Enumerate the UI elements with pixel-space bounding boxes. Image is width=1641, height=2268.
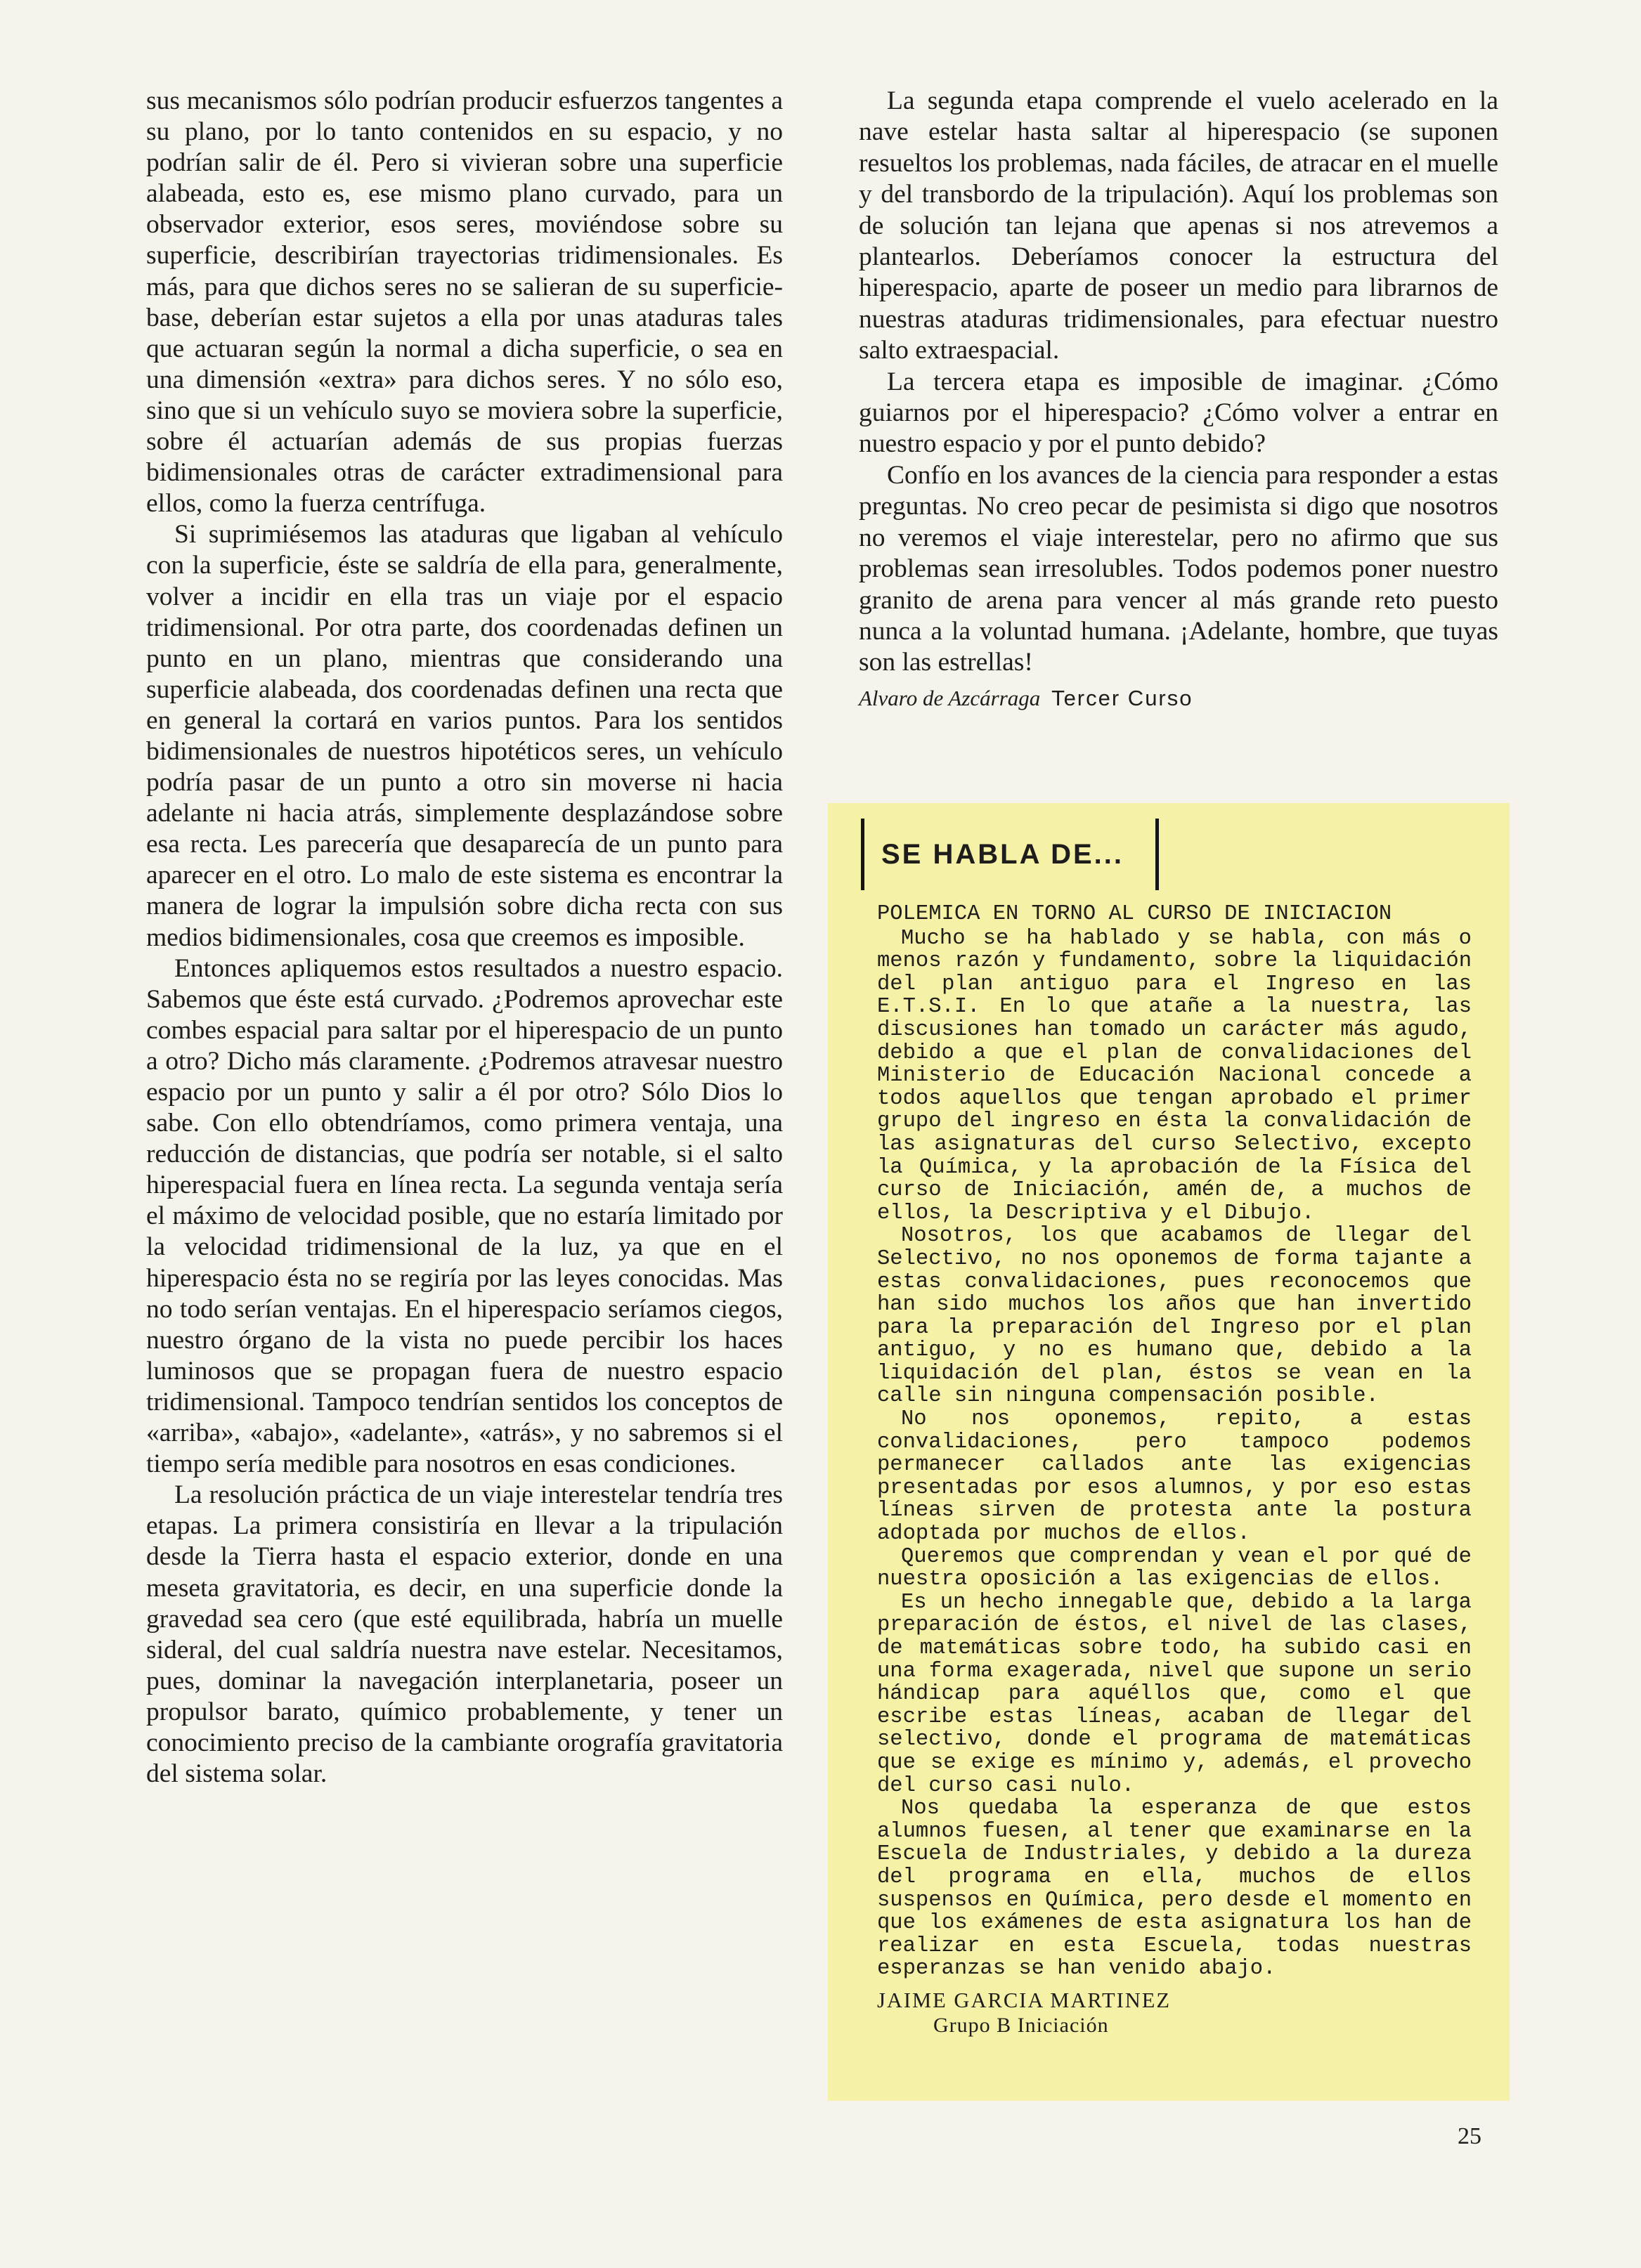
signature-course: Tercer Curso: [1051, 685, 1193, 710]
box-paragraph: Nosotros, los que acabamos de llegar del Selectivo, no nos oponemos de forma tajante a estas convalidaciones, pues reconocemos que han sido muchos los años que han invertido para la preparación del Ingreso por el plan antiguo, y no es humano que, debido a la liquidación del plan, éstos se vean en la calle sin ninguna compensación posible.: [877, 1224, 1472, 1409]
box-author-group: Grupo B Iniciación: [933, 2013, 1109, 2037]
box-paragraph: Mucho se ha hablado y se habla, con más o menos razón y fundamento, sobre la liquidación del plan antiguo para el Ingreso en las E.T.S.I. En lo que atañe a la nuestra, las discusiones han tomado un carácter más agudo, debido a que el plan de convalidaciones del Ministerio de Educación Nacional concede a todos aquellos que tengan aprobado el primer grupo del ingreso en ésta la convalidación de las asignaturas del curso Selectivo, excepto la Química, y la aprobación de la Física del curso de Iniciación, amén de, a muchos de ellos, la Descriptiva y el Dibujo.: [877, 926, 1472, 1225]
se-habla-de-box: [828, 803, 1510, 2101]
box-paragraph: Nos quedaba la esperanza de que estos alumnos fuesen, al tener que examinarse en la Escuela de Industriales, y debido a la dureza del programa en ella, muchos de ellos suspensos en Química, pero desde el momento en que los exámenes de esta asignatura los han de realizar en esta Escuela, todas nuestras esperanzas se han venido abajo.: [877, 1797, 1472, 1981]
box-paragraph: Queremos que comprendan y vean el por qué de nuestra oposición a las exigencias de ellos.: [877, 1544, 1472, 1592]
body-paragraph: La tercera etapa es imposible de imaginar. ¿Cómo guiarnos por el hiperespacio? ¿Cómo volver a entrar en nuestro espacio y por el punto debido?: [859, 367, 1498, 459]
box-headline: POLEMICA EN TORNO AL CURSO DE INICIACION: [877, 902, 1392, 926]
box-header: SE HABLA DE...: [861, 819, 1159, 890]
body-paragraph: Si suprimiésemos las ataduras que ligaban al vehículo con la superficie, éste se saldría de ella para, generalmente, volver a incidir en ella tras un viaje por el espacio tridimensional. Por otra parte, dos coordenadas definen un punto en un plano, mientras que considerando una superficie alabeada, dos coordenadas definen una recta que en general la cortará en varios puntos. Para los sentidos bidimensionales de nuestros hipotéticos seres, un vehículo podría pasar de un punto a otro sin moverse ni hacia adelante ni hacia atrás, simplemente desplazándose sobre esa recta. Les parecería que desaparecía de un punto para aparecer en el otro. Lo malo de este sistema es encontrar la manera de lograr la impulsión sobre dicha recta con sus medios bidimensionales, cosa que creemos es imposible.: [146, 520, 783, 952]
article-signature: [859, 683, 1498, 714]
signature-name: Alvaro de Azcárraga: [859, 685, 1041, 710]
box-body: [877, 903, 1472, 2038]
page-number: 25: [1458, 2123, 1481, 2149]
box-paragraph: Es un hecho innegable que, debido a la larga preparación de éstos, el nivel de las clases, de matemáticas sobre todo, ha subido casi en una forma exagerada, nivel que supone un serio hándicap para aquéllos que, como el que escribe estas líneas, acaban de llegar del selectivo, donde el programa de matemáticas que se exige es mínimo y, además, el provecho del curso casi nulo.: [877, 1590, 1472, 1798]
body-paragraph: La segunda etapa comprende el vuelo acelerado en la nave estelar hasta saltar al hiperespacio (se suponen resueltos los problemas, nada fáciles, de atracar en el muelle y del transbordo de la tripulación). Aquí los problemas son de solución tan lejana que apenas si nos atrevemos a plantearlos. Deberíamos conocer la estructura del hiperespacio, aparte de poseer un medio para librarnos de nuestras ataduras tridimensionales, para efectuar nuestro salto extraespacial.: [859, 86, 1498, 365]
right-column: [859, 86, 1498, 714]
body-paragraph: La resolución práctica de un viaje interestelar tendría tres etapas. La primera consistiría en llevar a la tripulación desde la Tierra hasta el espacio exterior, donde en una meseta gravitatoria, es decir, en una superficie donde la gravedad sea cero (que esté equilibrada, habría un muelle sideral, del cual saldría nuestra nave estelar. Necesitamos, pues, dominar la navegación interplanetaria, poseer un propulsor barato, químico probablemente, y tener un conocimiento preciso de la cambiante orografía gravitatoria del sistema solar.: [146, 1480, 783, 1789]
body-paragraph: sus mecanismos sólo podrían producir esfuerzos tangentes a su plano, por lo tanto contenidos en su espacio, y no podrían salir de él. Pero si vivieran sobre una superficie alabeada, esto es, ese mismo plano curvado, para un observador exterior, esos seres, moviéndose sobre su superficie, describirían trayectorias tridimensionales. Es más, para que dichos seres no se salieran de su superficie-base, deberían estar sujetos a ella por unas ataduras tales que actuaran según la normal a dicha superficie, o sea en una dimensión «extra» para dichos seres. Y no sólo eso, sino que si un vehículo suyo se moviera sobre la superficie, sobre él actuarían además de sus propias fuerzas bidimensionales otras de carácter extradimensional para ellos, como la fuerza centrífuga.: [146, 86, 783, 519]
box-paragraph: No nos oponemos, repito, a estas convalidaciones, pero tampoco podemos permanecer callados ante las exigencias presentadas por esos alumnos, y por eso estas líneas sirven de protesta ante la postura adoptada por muchos de ellos.: [877, 1407, 1472, 1546]
left-column: [146, 86, 783, 1790]
body-paragraph: Confío en los avances de la ciencia para responder a estas preguntas. No creo pecar de pesimista si digo que nosotros no veremos el viaje interestelar, pero no afirmo que sus problemas sean irresolubles. Todos podemos poner nuestro granito de arena para vencer al más grande reto puesto nunca a la voluntad humana. ¡Adelante, hombre, que tuyas son las estrellas!: [859, 460, 1498, 677]
box-author: JAIME GARCIA MARTINEZ: [877, 1988, 1172, 2012]
body-paragraph: Entonces apliquemos estos resultados a nuestro espacio. Sabemos que éste está curvado. ¿Podremos aprovechar este combes espacial para saltar por el hiperespacio de un punto a otro? Dicho más claramente. ¿Podremos atravesar nuestro espacio por un punto y salir a él por otro? Sólo Dios lo sabe. Con ello obtendríamos, como primera ventaja, una reducción de distancias, que podría ser notable, si el salto hiperespacial fuera en línea recta. La segunda ventaja sería el máximo de velocidad posible, que no estaría limitado por la velocidad tridimensional de la luz, ya que en el hiperespacio ésta no se regiría por las leyes conocidas. Mas no todo serían ventajas. En el hiperespacio seríamos ciegos, nuestro órgano de la vista no puede percibir los haces luminosos que se propagan fuera de nuestro espacio tridimensional. Tampoco tendrían sentidos los conceptos de «arriba», «abajo», «adelante», «atrás», y no sabremos si el tiempo sería medible para nosotros en esas condiciones.: [146, 953, 783, 1479]
